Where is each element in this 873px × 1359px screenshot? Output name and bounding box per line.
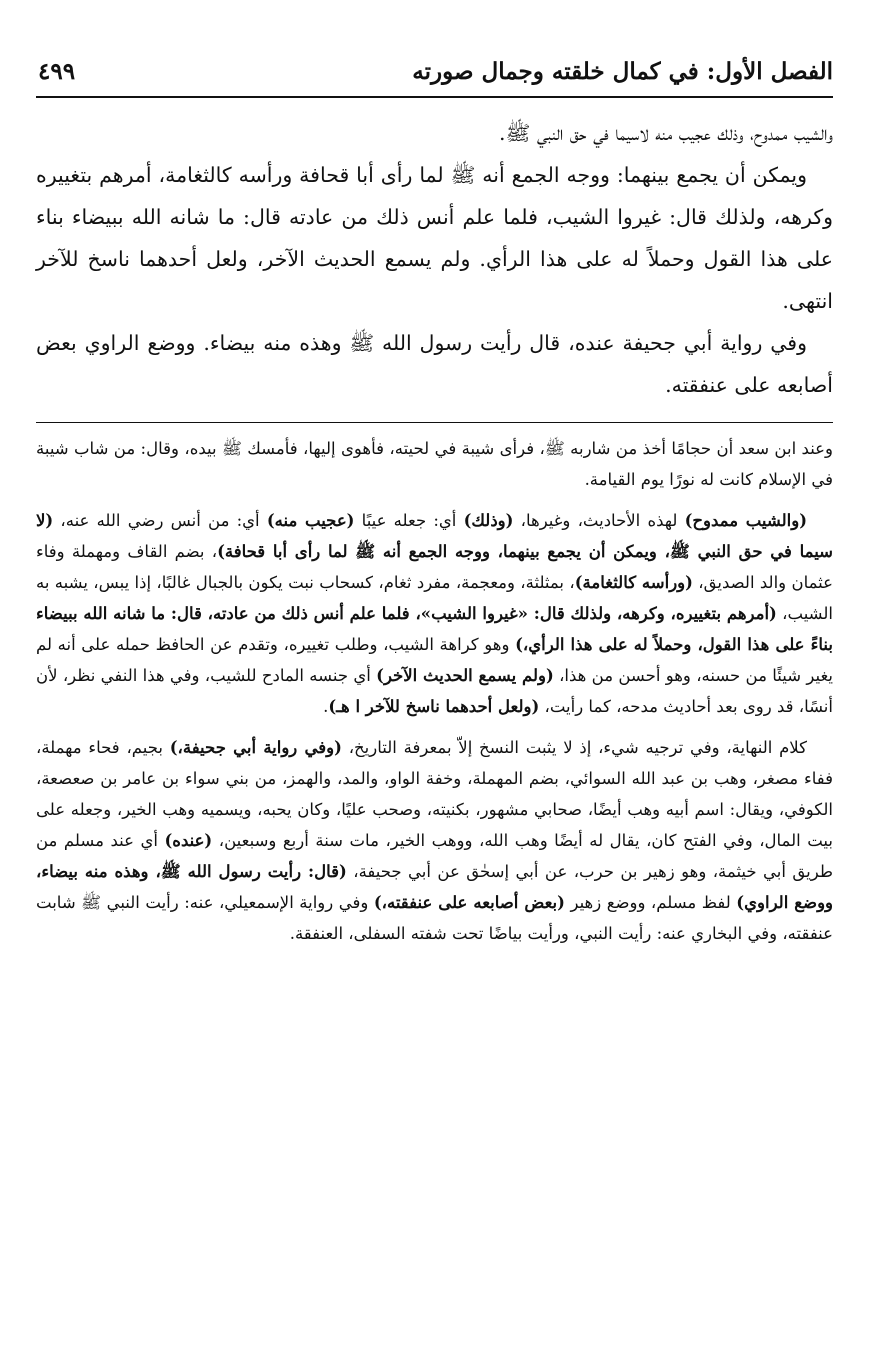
commentary-text: أي: من أنس رضي الله عنه، <box>53 511 267 530</box>
commentary-text: وهو كراهة الشيب، وطلب تغييره، وتقدم عن الحافظ حمله على أنه لم يغير شيئًا من حسنه، وهو أحسن من هذا، <box>36 635 833 685</box>
main-text <box>36 112 833 406</box>
commentary-paragraph-1: وعند ابن سعد أن حجامًا أخذ من شاربه ﷺ، فرأى شيبة في لحيته، فأهوى إليها، فأمسك ﷺ بيده، وقال: من شاب شيبة في الإسلام كانت له نورًا يوم القيامة. <box>36 439 833 489</box>
commentary-text: بجيم، فحاء مهملة، ففاء مصغر، وهب بن عبد الله السوائي، بضم المهملة، وخفة الواو، والمد، والهمز، من بني سواء بن عامر بن صعصعة، الكوفي، ويقال: اسم أبيه وهب أيضًا، صحابي مشهور، بكنيته، وصحب عليًا، وكان يحبه، ويسميه وهب الخير، وجعله على بيت المال، وفي الفتح كان، يقال له أيضًا وهب الله، ووهب الخير، مات سنة أربع وسبعين، <box>36 738 833 850</box>
footnote-divider <box>36 422 833 423</box>
commentary-text: كلام النهاية، وفي ترجيه شيء، إذ لا يثبت النسخ إلاّ بمعرفة التاريخ، <box>341 738 807 757</box>
quoted-text: (عنده) <box>164 831 213 850</box>
commentary-text: ، بمثلثة، ومعجمة، مفرد ثغام، كسحاب نبت يكون بالجبال غالبًا، إذا يبس، يشبه به الشيب، <box>36 573 833 623</box>
main-paragraph-2: ويمكن أن يجمع بينهما: ووجه الجمع أنه ﷺ لما رأى أبا قحافة ورأسه كالثغامة، أمرهم بتغييره وكرهه، ولذلك قال: غيروا الشيب، فلما علم أنس ذلك من عادته قال: ما شانه الله ببيضاء بناء على هذا القول وحملاً له على هذا الرأي. ولم يسمع الحديث الآخر، ولعل أحدهما ناسخ للآخر انتهى. <box>36 163 833 313</box>
running-header <box>36 52 833 98</box>
chapter-title: الفصل الأول: في كمال خلقته وجمال صورته <box>412 58 833 85</box>
quoted-text: (وفي رواية أبي جحيفة،) <box>169 738 342 757</box>
commentary-text: أي جنسه المادح للشيب، وفي هذا النفي نظر، لأن أنسًا، قد روى بعد أحاديث مدحه، كما رأيت، <box>36 666 833 716</box>
quoted-text: (لا سيما في حق النبي ﷺ، ويمكن أن يجمع بينهما، ووجه الجمع أنه ﷺ لما رأى أبا قحافة) <box>36 511 833 561</box>
page-number: ٤٩٩ <box>38 58 76 85</box>
commentary-text: . <box>323 697 329 716</box>
commentary-text: لهذه الأحاديث، وغيرها، <box>513 511 685 530</box>
main-paragraph-1: والشيب ممدوح، وذلك عجيب منه لاسيما في حق النبي ﷺ. <box>499 121 833 145</box>
quoted-text: (ورأسه كالثغامة) <box>574 573 693 592</box>
commentary-text: أي عند مسلم من طريق أبي خيثمة، وهو زهير بن حرب، عن أبي إسحٰق عن أبي جحيفة، <box>36 831 833 881</box>
quoted-text: (ولعل أحدهما ناسخ للآخر ا هـ) <box>328 697 540 716</box>
commentary-text: لفظ مسلم، ووضع زهير <box>564 893 737 912</box>
commentary-text: ، بضم القاف ومهملة وفاء عثمان والد الصديق، <box>36 542 833 592</box>
quoted-text: (قال: رأيت رسول الله ﷺ، وهذه منه بيضاء، ووضع الراوي) <box>36 862 834 912</box>
commentary-text: أي: جعله عيبًا <box>354 511 464 530</box>
quoted-text: (عجيب منه) <box>266 511 355 530</box>
commentary-paragraph-2 <box>36 505 833 722</box>
quoted-text: (وذلك) <box>463 511 514 530</box>
quoted-text: (والشيب ممدوح) <box>684 511 808 530</box>
commentary <box>36 433 833 949</box>
commentary-text: وفي رواية الإسمعيلي، عنه: رأيت النبي ﷺ شابت عنفقته، وفي البخاري عنه: رأيت النبي، ورأيت بياضًا تحت شفته السفلى، العنفقة. <box>36 893 833 943</box>
quoted-text: (ولم يسمع الحديث الآخر) <box>376 666 554 685</box>
quoted-text: (بعض أصابعه على عنفقته،) <box>373 893 565 912</box>
quoted-text: (أمرهم بتغييره، وكرهه، ولذلك قال: «غيروا الشيب»، فلما علم أنس ذلك من عادته، قال: ما شانه الله ببيضاء بناءً على هذا القول، وحملاً له على هذا الرأي،) <box>36 604 833 654</box>
main-paragraph-3: وفي رواية أبي جحيفة عنده، قال رأيت رسول الله ﷺ وهذه منه بيضاء. ووضع الراوي بعض أصابعه على عنفقته. <box>36 331 833 397</box>
commentary-paragraph-3 <box>36 732 833 949</box>
